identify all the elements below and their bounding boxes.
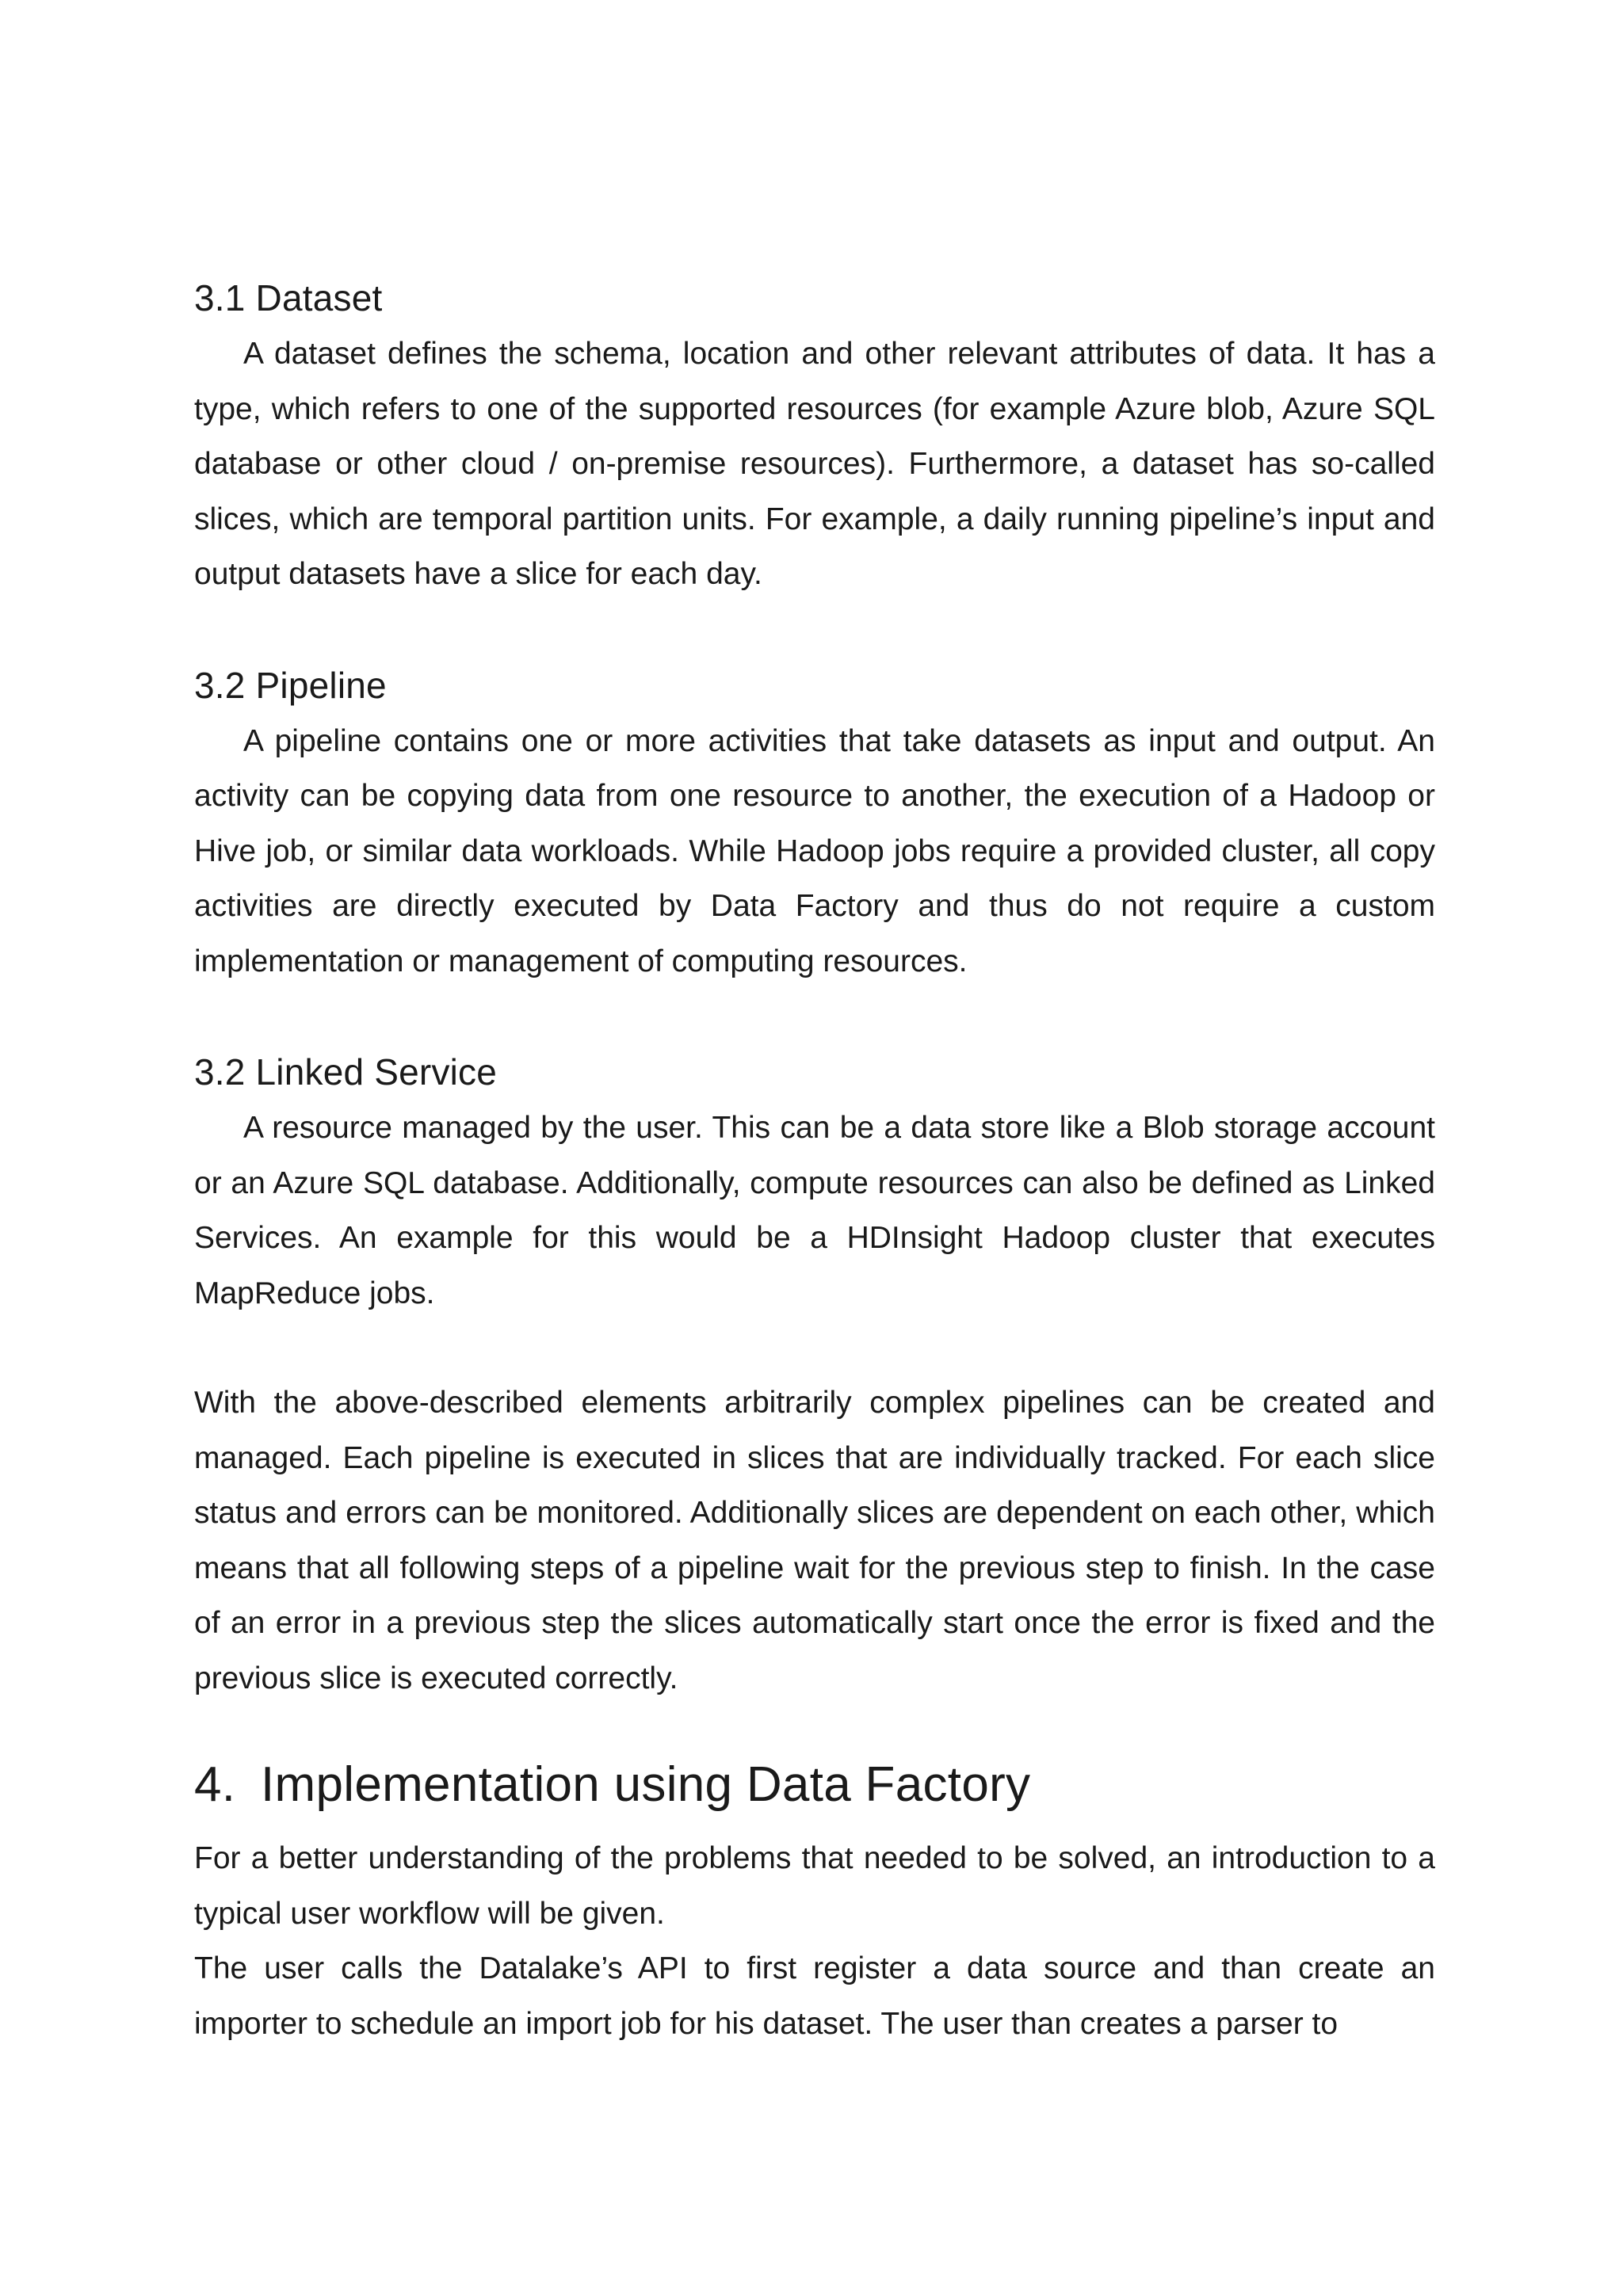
section-paragraph: A pipeline contains one or more activities that take datasets as input and output. An activity can be copying data from one resource to another, the execution of a Hadoop or Hive job, or similar data workloads. While Hadoop jobs require a provided cluster, all copy activities are directly executed by Data Factory and thus do not require a custom implementation or management of computing resources. xyxy=(194,723,1435,978)
section-heading: 3.2 Pipeline xyxy=(194,664,387,706)
chapter-heading xyxy=(194,1745,1435,1825)
section-pipeline xyxy=(194,657,1435,990)
document-body xyxy=(194,269,1435,2051)
section-linked-service xyxy=(194,1043,1435,1321)
chapter-number: 4. xyxy=(194,1757,236,1812)
section-paragraph: A resource managed by the user. This can be a data store like a Blob storage account or an Azure SQL database. Additionally, compute resources can also be defined as Linked Services. An example for this would be a HDInsight Hadoop cluster that executes MapReduce jobs. xyxy=(194,1111,1435,1310)
section-spacer xyxy=(194,989,1435,1043)
section-heading: 3.1 Dataset xyxy=(194,277,383,318)
section-spacer xyxy=(194,1321,1435,1375)
chapter-title: Implementation using Data Factory xyxy=(261,1757,1031,1812)
chapter-workflow-paragraph: The user calls the Datalake’s API to first register a data source and than create an importer to schedule an import job for his dataset. The user than creates a parser to xyxy=(194,1951,1435,2041)
chapter-intro-paragraph: For a better understanding of the problems that needed to be solved, an introduction to a typical user workflow will be given. xyxy=(194,1841,1435,1931)
section-spacer xyxy=(194,602,1435,657)
section-heading: 3.2 Linked Service xyxy=(194,1051,498,1093)
section-dataset xyxy=(194,269,1435,602)
section-paragraph: A dataset defines the schema, location and other relevant attributes of data. It has a type, which refers to one of the supported resources (for example Azure blob, Azure SQL database or other cloud / on-premise resources). Furthermore, a dataset has so-called slices, which are temporal partition units. For example, a daily running pipeline’s input and output datasets have a slice for each day. xyxy=(194,337,1435,591)
summary-paragraph: With the above-described elements arbitrarily complex pipelines can be created and managed. Each pipeline is executed in slices that are individually tracked. For each slice status and errors can be monitored. Additionally slices are dependent on each other, which means that all following steps of a pipeline wait for the previous step to finish. In the case of an error in a previous step the slices automatically start once the error is fixed and the previous slice is executed correctly. xyxy=(194,1386,1435,1695)
